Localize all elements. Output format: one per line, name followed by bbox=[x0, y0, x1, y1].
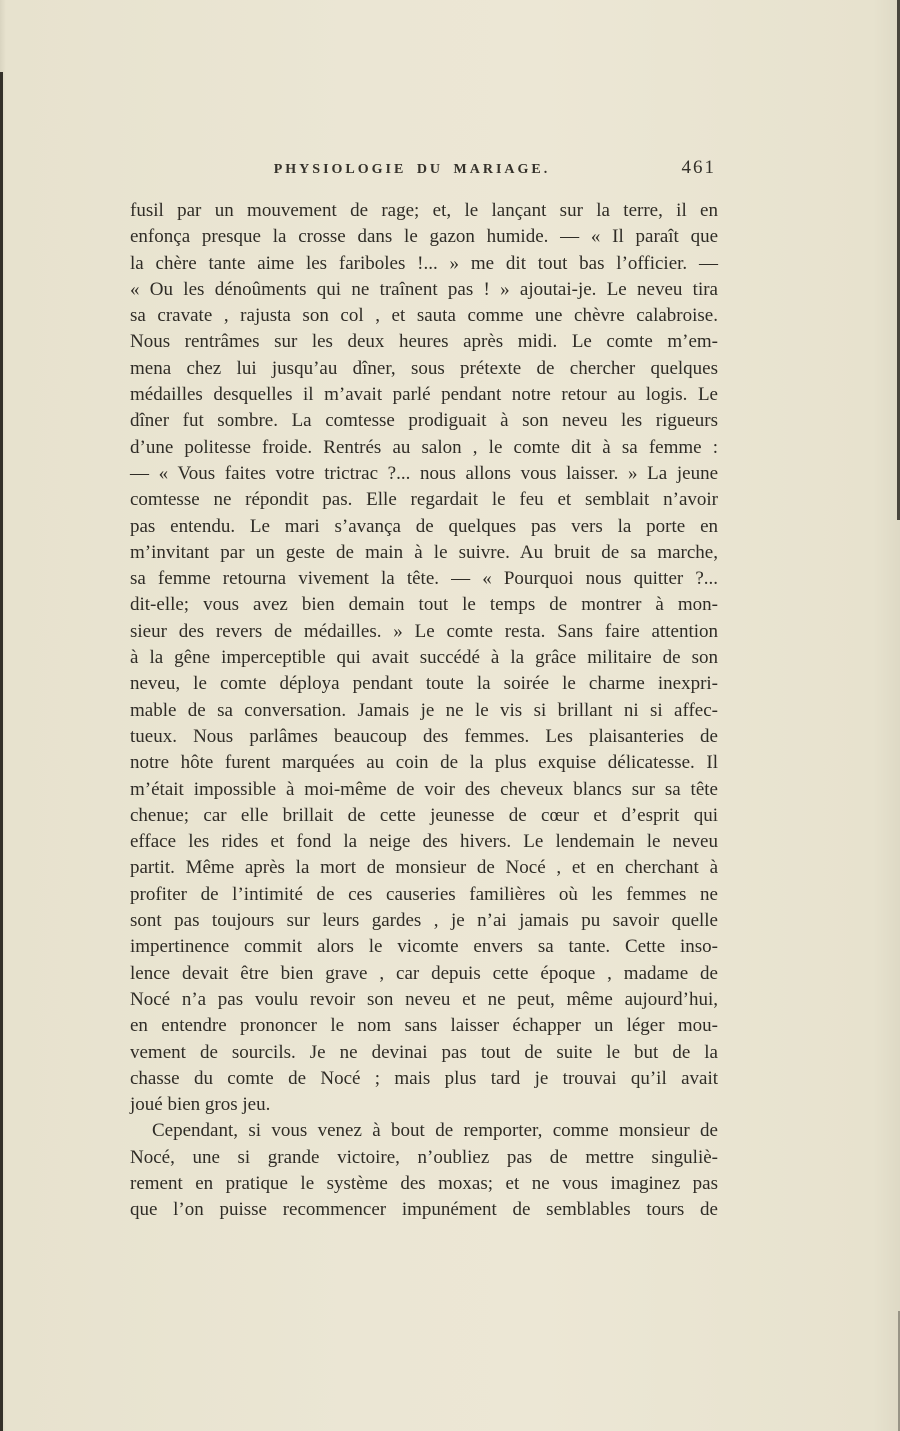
text-line: à la gêne imperceptible qui avait succédé à la grâce militaire de son bbox=[130, 647, 718, 669]
text-line: m’était impossible à moi-même de voir des cheveux blancs sur sa tête bbox=[130, 778, 718, 800]
text-line: mena chez lui jusqu’au dîner, sous prétexte de chercher quelques bbox=[130, 357, 718, 379]
scan-edge-left bbox=[0, 72, 3, 1431]
text-line: notre hôte furent marquées au coin de la plus exquise délicatesse. Il bbox=[130, 752, 718, 774]
page-content bbox=[130, 157, 718, 1224]
text-line: que l’on puisse recommencer impunément de semblables tours de bbox=[130, 1199, 718, 1221]
text-line: vement de sourcils. Je ne devinai pas tout de suite le but de la bbox=[130, 1041, 718, 1063]
text-line: la chère tante aime les fariboles !... » me dit tout bas l’officier. — bbox=[130, 252, 718, 274]
text-line: d’une politesse froide. Rentrés au salon , le comte dit à sa femme : bbox=[130, 436, 718, 458]
text-line: profiter de l’intimité de ces causeries familières où les femmes ne bbox=[130, 883, 718, 905]
text-line: sont pas toujours sur leurs gardes , je n’ai jamais pu savoir quelle bbox=[130, 910, 718, 932]
text-line: Nous rentrâmes sur les deux heures après midi. Le comte m’em- bbox=[130, 331, 718, 353]
text-line: Cependant, si vous venez à bout de remporter, comme monsieur de bbox=[152, 1120, 718, 1142]
text-line: rement en pratique le système des moxas; et ne vous imaginez pas bbox=[130, 1172, 718, 1194]
text-line: mable de sa conversation. Jamais je ne le vis si brillant ni si affec- bbox=[130, 699, 718, 721]
page-number: 461 bbox=[681, 157, 716, 178]
text-line: Nocé n’a pas voulu revoir son neveu et ne peut, même aujourd’hui, bbox=[130, 988, 718, 1010]
text-line: « Ou les dénoûments qui ne traînent pas ! » ajoutai-je. Le neveu tira bbox=[130, 278, 718, 300]
text-line: lence devait être bien grave , car depuis cette époque , madame de bbox=[130, 962, 718, 984]
text-line: dîner fut sombre. La comtesse prodiguait à son neveu les rigueurs bbox=[130, 410, 718, 432]
text-line: — « Vous faites votre trictrac ?... nous allons vous laisser. » La jeune bbox=[130, 462, 718, 484]
text-line: chenue; car elle brillait de cette jeunesse de cœur et d’esprit qui bbox=[130, 804, 718, 826]
text-line: joué bien gros jeu. bbox=[130, 1094, 271, 1116]
running-head-title: PHYSIOLOGIE DU MARIAGE. bbox=[273, 162, 551, 177]
text-line: comtesse ne répondit pas. Elle regardait le feu et semblait n’avoir bbox=[130, 489, 718, 511]
text-line: Nocé, une si grande victoire, n’oubliez pas de mettre singuliè- bbox=[130, 1146, 718, 1168]
text-line: pas entendu. Le mari s’avança de quelques pas vers la porte en bbox=[130, 515, 718, 537]
text-line: partit. Même après la mort de monsieur de Nocé , et en cherchant à bbox=[130, 857, 718, 879]
text-line: enfonça presque la crosse dans le gazon humide. — « Il paraît que bbox=[130, 226, 718, 248]
text-line: m’invitant par un geste de main à le suivre. Au bruit de sa marche, bbox=[130, 541, 718, 563]
text-line: tueux. Nous parlâmes beaucoup des femmes. Les plaisanteries de bbox=[130, 725, 718, 747]
text-line: dit-elle; vous avez bien demain tout le temps de montrer à mon- bbox=[130, 594, 718, 616]
text-line: sa cravate , rajusta son col , et sauta comme une chèvre calabroise. bbox=[130, 305, 718, 327]
text-line: chasse du comte de Nocé ; mais plus tard je trouvai qu’il avait bbox=[130, 1067, 718, 1089]
text-line: médailles desquelles il m’avait parlé pendant notre retour au logis. Le bbox=[130, 384, 718, 406]
body-text bbox=[130, 198, 718, 1224]
text-line: impertinence commit alors le vicomte envers sa tante. Cette inso- bbox=[130, 936, 718, 958]
text-line: en entendre prononcer le nom sans laisser échapper un léger mou- bbox=[130, 1015, 718, 1037]
text-line: sieur des revers de médailles. » Le comte resta. Sans faire attention bbox=[130, 620, 718, 642]
text-line: neveu, le comte déploya pendant toute la soirée le charme inexpri- bbox=[130, 673, 718, 695]
page-header bbox=[130, 157, 718, 190]
text-line: efface les rides et fond la neige des hivers. Le lendemain le neveu bbox=[130, 831, 718, 853]
text-line: fusil par un mouvement de rage; et, le lançant sur la terre, il en bbox=[130, 200, 718, 221]
text-line: sa femme retourna vivement la tête. — « Pourquoi nous quitter ?... bbox=[130, 568, 718, 590]
